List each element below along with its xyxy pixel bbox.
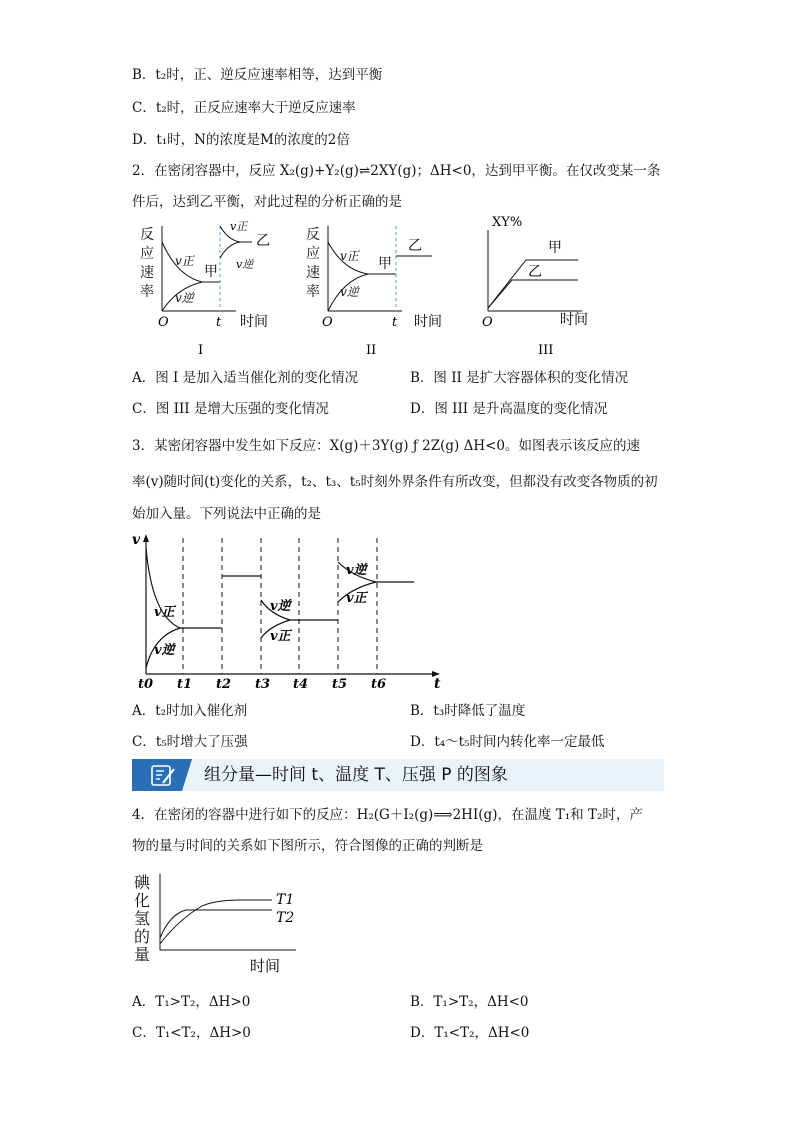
fig3-yi: 乙 [528, 264, 542, 280]
fig4-t-axis: t [434, 676, 441, 692]
fig4-v-zheng-1: v正 [154, 605, 175, 620]
q4-stem-line2: 物的量与时间的关系如下图所示，符合图像的正确的判断是 [132, 838, 483, 854]
fig4-tick-t1: t1 [177, 677, 193, 692]
fig1-ylabel-2: 速 [140, 265, 154, 281]
q3-option-d: D．t₄～t₅时间内转化率一定最低 [410, 734, 605, 750]
fig4-v-zheng-2: v正 [270, 629, 291, 644]
q4-option-b: B．T₁>T₂，ΔH<0 [410, 994, 529, 1010]
fig2-origin: O [322, 315, 333, 330]
fig4-v-ni-3: v逆 [346, 563, 367, 578]
q3-option-a: A．t₂时加入催化剂 [132, 703, 248, 719]
fig2-ylabel-3: 率 [306, 284, 320, 300]
fig1-ylabel-0: 反 [140, 227, 154, 243]
fig3-caption: III [538, 343, 554, 358]
section-banner [132, 759, 664, 791]
q3-stem-line3: 始加入量。下列说法中正确的是 [132, 506, 321, 522]
fig1-v-zheng-2: v正 [230, 220, 248, 233]
fig4-tick-t4: t4 [293, 677, 309, 692]
fig3-origin: O [482, 315, 493, 330]
q2-stem-line1: 2．在密闭容器中，反应 X₂(g)+Y₂(g)⇌2XY(g)；ΔH<0，达到甲平衡。在仅改变某一条 [132, 163, 661, 179]
figure-iii [478, 210, 608, 362]
fig1-ylabel-3: 率 [140, 284, 154, 300]
fig4-tick-t3: t3 [255, 677, 271, 692]
q4-stem-line1: 4．在密闭的容器中进行如下的反应：H₂(G＋I₂(g)⟹2HI(g)，在温度 T₁和 T₂时，产 [132, 807, 643, 823]
fig4-tick-t0: t0 [138, 677, 154, 692]
figure-i [132, 214, 282, 362]
fig5-ylabel-1: 化 [134, 891, 151, 910]
fig1-t: t [216, 315, 222, 330]
q2-stem-line2: 件后，达到乙平衡，对此过程的分析正确的是 [132, 194, 402, 210]
q2-option-a: A．图 I 是加入适当催化剂的变化情况 [132, 370, 359, 386]
fig4-v-axis: v [132, 532, 141, 548]
fig1-v-ni: v逆 [175, 291, 194, 305]
fig2-t: t [392, 315, 398, 330]
fig5-ylabel-2: 氢 [134, 909, 151, 928]
fig2-ylabel-0: 反 [306, 227, 320, 243]
fig1-v-zheng: v正 [175, 254, 194, 268]
fig4-v-ni-1: v逆 [154, 643, 175, 658]
pencil-note-icon [132, 759, 192, 791]
fig1-yi: 乙 [256, 233, 270, 249]
q1-option-b: B．t₂时，正、逆反应速率相等，达到平衡 [132, 67, 383, 83]
fig4-v-zheng-3: v正 [346, 591, 367, 606]
q4-option-a: A．T₁>T₂，ΔH>0 [132, 994, 251, 1010]
fig1-caption: I [198, 343, 204, 358]
fig2-ylabel-2: 速 [306, 265, 320, 281]
q2-option-c: C．图 III 是增大压强的变化情况 [132, 401, 329, 417]
fig5-ylabel-0: 碘 [134, 873, 151, 892]
q3-option-b: B．t₃时降低了温度 [410, 703, 526, 719]
fig4-tick-t6: t6 [371, 677, 387, 692]
q2-option-d: D．图 III 是升高温度的变化情况 [410, 401, 608, 417]
fig2-yi: 乙 [408, 238, 422, 254]
fig5-xlabel: 时间 [250, 957, 281, 975]
q1-option-c: C．t₂时，正反应速率大于逆反应速率 [132, 100, 356, 116]
fig5-ylabel-4: 量 [134, 945, 151, 964]
q2-option-b: B．图 II 是扩大容器体积的变化情况 [410, 370, 629, 386]
fig3-ylabel: XY% [492, 215, 523, 230]
fig4-tick-t2: t2 [216, 677, 232, 692]
fig2-xlabel: 时间 [414, 314, 442, 330]
fig1-jia: 甲 [204, 264, 218, 280]
fig5-ylabel-3: 的 [134, 927, 151, 946]
fig1-xlabel: 时间 [240, 314, 268, 330]
figure-hi-amount [130, 866, 310, 978]
fig2-caption: II [366, 343, 377, 358]
q4-option-c: C．T₁<T₂，ΔH>0 [132, 1025, 251, 1041]
fig1-v-ni-2: v逆 [236, 258, 254, 271]
section-title: 组分量—时间 t、温度 T、压强 P 的图象 [204, 765, 508, 785]
fig2-jia: 甲 [378, 256, 392, 272]
fig2-ylabel-1: 应 [306, 246, 320, 262]
figure-ii [298, 214, 448, 362]
q3-stem-line1: 3．某密闭容器中发生如下反应：X(g)＋3Y(g) ƒ 2Z(g) ΔH<0。如图表示该反应的速 [132, 438, 640, 454]
q4-option-d: D．T₁<T₂，ΔH<0 [410, 1025, 530, 1041]
fig1-origin: O [158, 315, 169, 330]
figure-rate-time [130, 528, 450, 693]
q3-stem-line2: 率(v)随时间(t)变化的关系，t₂、t₃、t₅时刻外界条件有所改变，但都没有改变各物质的初 [132, 474, 658, 490]
fig3-xlabel: 时间 [560, 312, 588, 328]
fig4-tick-t5: t5 [332, 677, 348, 692]
q1-option-d: D．t₁时，N的浓度是M的浓度的2倍 [132, 132, 350, 148]
fig2-v-ni: v逆 [340, 285, 359, 299]
q3-option-c: C．t₅时增大了压强 [132, 734, 248, 750]
fig2-v-zheng: v正 [340, 249, 359, 263]
fig1-ylabel-1: 应 [140, 246, 154, 262]
fig5-t2: T2 [276, 910, 295, 926]
fig3-jia: 甲 [548, 240, 562, 256]
fig5-t1: T1 [276, 892, 295, 908]
fig4-v-ni-2: v逆 [270, 599, 291, 614]
